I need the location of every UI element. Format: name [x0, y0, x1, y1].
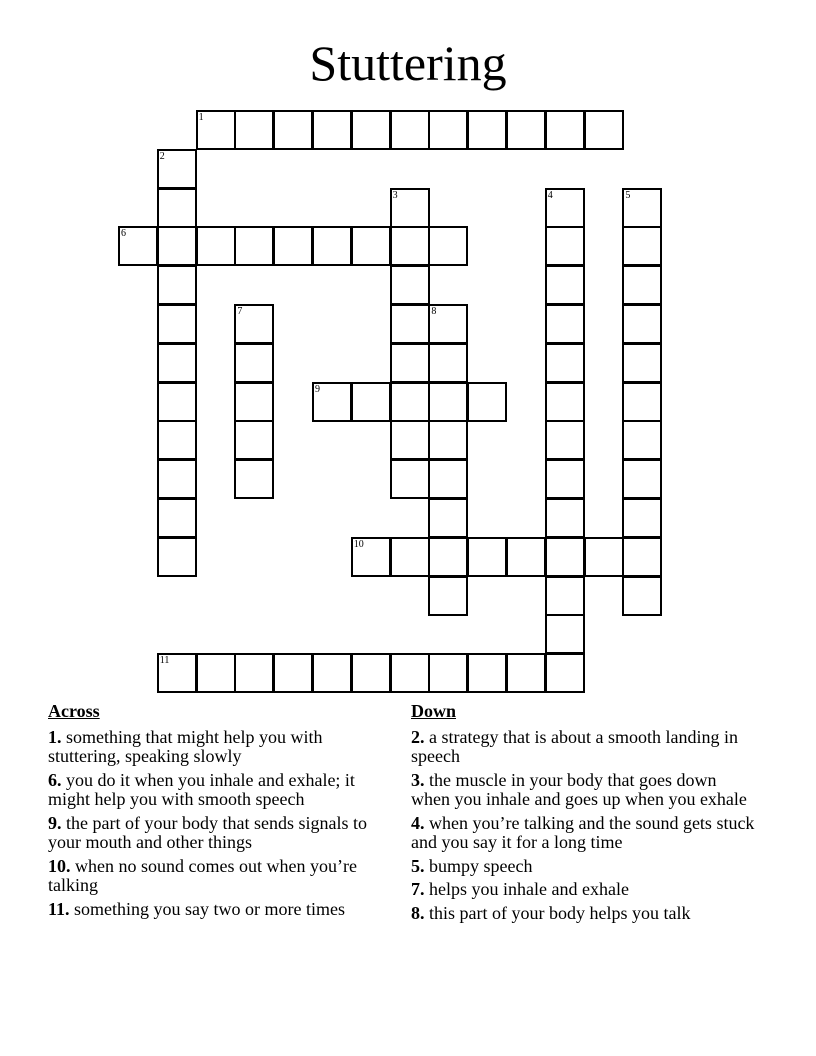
clue-item-number: 5.	[411, 855, 425, 876]
clue-number: 6	[121, 228, 126, 240]
clue-number: 10	[353, 538, 364, 550]
grid-cell[interactable]	[312, 382, 352, 422]
clue-item-number: 6.	[48, 769, 62, 790]
grid-cell[interactable]	[157, 382, 197, 422]
grid-cell[interactable]	[622, 304, 662, 344]
grid-cell[interactable]	[390, 265, 430, 305]
grid-cell[interactable]	[312, 226, 352, 266]
clue-item-text: you do it when you inhale and exhale; it might help you with smooth speech	[48, 769, 355, 809]
grid-cell[interactable]	[467, 110, 507, 150]
grid-cell[interactable]	[622, 498, 662, 538]
down-clue-list	[411, 728, 756, 924]
grid-cell[interactable]	[545, 537, 585, 577]
grid-cell[interactable]	[545, 653, 585, 693]
grid-cell[interactable]	[312, 110, 352, 150]
across-clues	[48, 702, 393, 923]
grid-cell[interactable]	[545, 226, 585, 266]
grid-cell[interactable]	[545, 304, 585, 344]
grid-cell[interactable]	[545, 110, 585, 150]
clue-item	[48, 814, 393, 853]
grid-cell[interactable]	[118, 226, 158, 266]
grid-cell[interactable]	[622, 576, 662, 616]
clue-item-text: when you’re talking and the sound gets stuck and you say it for a long time	[411, 812, 755, 852]
clue-item-text: when no sound comes out when you’re talking	[48, 855, 357, 895]
grid-cell[interactable]	[351, 382, 391, 422]
grid-cell[interactable]	[157, 420, 197, 460]
clue-item-text: a strategy that is about a smooth landing in speech	[411, 726, 738, 766]
grid-cell[interactable]	[390, 653, 430, 693]
grid-cell[interactable]	[428, 110, 468, 150]
grid-cell[interactable]	[428, 537, 468, 577]
clue-number: 7	[237, 306, 243, 317]
across-heading: Across	[48, 701, 100, 721]
clue-number: 1	[198, 112, 204, 123]
grid-cell[interactable]	[390, 226, 430, 266]
grid-cell[interactable]	[428, 498, 468, 538]
grid-cell[interactable]	[622, 226, 662, 266]
grid-cell[interactable]	[506, 653, 546, 693]
grid-cell[interactable]	[545, 498, 585, 538]
clue-item	[411, 814, 756, 853]
grid-cell[interactable]	[196, 653, 236, 693]
grid-cell[interactable]	[157, 537, 197, 577]
down-heading: Down	[411, 701, 457, 721]
grid-cell[interactable]	[351, 653, 391, 693]
grid-cell[interactable]	[428, 420, 468, 460]
grid-cell[interactable]	[390, 343, 430, 383]
clue-item-text: helps you inhale and exhale	[429, 879, 629, 899]
grid-cell[interactable]	[545, 382, 585, 422]
grid-cell[interactable]	[234, 653, 274, 693]
grid-cell[interactable]	[234, 420, 274, 460]
grid-cell[interactable]	[390, 459, 430, 499]
clue-item-text: the muscle in your body that goes down when you inhale and goes up when you exhale	[411, 769, 747, 809]
clue-item	[48, 900, 393, 920]
clue-item-number: 8.	[411, 902, 425, 923]
grid-cell[interactable]	[428, 304, 468, 344]
grid-cell[interactable]	[545, 420, 585, 460]
clue-item-number: 11.	[48, 898, 70, 919]
puzzle-title: Stuttering	[309, 35, 507, 91]
grid-cell[interactable]	[622, 537, 662, 577]
clue-item	[411, 771, 756, 810]
grid-cell[interactable]	[157, 304, 197, 344]
grid-cell[interactable]	[622, 343, 662, 383]
clue-number: 4	[547, 189, 553, 201]
grid-cell[interactable]	[545, 265, 585, 305]
grid-cell[interactable]	[622, 420, 662, 460]
grid-cell[interactable]	[273, 653, 313, 693]
clue-item-text: the part of your body that sends signals to your mouth and other things	[48, 812, 367, 852]
grid-cell[interactable]	[157, 343, 197, 383]
grid-cell[interactable]	[545, 188, 585, 228]
clue-item	[48, 728, 393, 767]
clue-item-number: 4.	[411, 812, 425, 833]
grid-cell[interactable]	[273, 226, 313, 266]
grid-cell[interactable]	[584, 537, 624, 577]
grid-cell[interactable]	[506, 537, 546, 577]
clue-item-number: 2.	[411, 726, 425, 747]
grid-cell[interactable]	[273, 110, 313, 150]
grid-cell[interactable]	[467, 537, 507, 577]
grid-cell[interactable]	[545, 576, 585, 616]
grid-cell[interactable]	[428, 653, 468, 693]
grid-cell[interactable]	[157, 459, 197, 499]
grid-cell[interactable]	[196, 110, 236, 150]
clue-item	[411, 857, 756, 877]
clue-item	[411, 880, 756, 900]
clue-item-number: 1.	[48, 726, 62, 747]
grid-cell[interactable]	[157, 653, 197, 693]
grid-cell[interactable]	[622, 265, 662, 305]
grid-cell[interactable]	[234, 343, 274, 383]
grid-cell[interactable]	[157, 188, 197, 228]
grid-cell[interactable]	[428, 576, 468, 616]
grid-cell[interactable]	[351, 226, 391, 266]
grid-cell[interactable]	[467, 653, 507, 693]
grid-cell[interactable]	[351, 537, 391, 577]
clue-item-number: 7.	[411, 879, 425, 899]
grid-cell[interactable]	[622, 188, 662, 228]
grid-cell[interactable]	[428, 226, 468, 266]
clue-number: 9	[315, 383, 320, 395]
clue-number: 11	[159, 655, 170, 667]
clue-item-number: 3.	[411, 769, 425, 790]
grid-cell[interactable]	[428, 343, 468, 383]
clue-item-text: this part of your body helps you talk	[429, 902, 691, 923]
grid-cell[interactable]	[157, 265, 197, 305]
grid-cell[interactable]	[351, 110, 391, 150]
grid-cell[interactable]	[234, 382, 274, 422]
grid-cell[interactable]	[622, 382, 662, 422]
grid-cell[interactable]	[196, 226, 236, 266]
grid-cell[interactable]	[157, 149, 197, 189]
grid-cell[interactable]	[312, 653, 352, 693]
clue-item-text: something that might help you with stuttering, speaking slowly	[48, 726, 323, 766]
clue-item	[48, 771, 393, 810]
clue-item-number: 9.	[48, 812, 62, 833]
grid-cell[interactable]	[390, 304, 430, 344]
grid-cell[interactable]	[234, 304, 274, 344]
down-clues	[411, 702, 756, 927]
clue-number: 8	[431, 306, 437, 317]
across-clue-list	[48, 728, 393, 920]
clue-item	[411, 728, 756, 767]
grid-cell[interactable]	[234, 459, 274, 499]
grid-cell[interactable]	[390, 420, 430, 460]
grid-cell[interactable]	[545, 614, 585, 654]
grid-cell[interactable]	[390, 382, 430, 422]
grid-cell[interactable]	[157, 226, 197, 266]
grid-cell[interactable]	[234, 226, 274, 266]
grid-cell[interactable]	[506, 110, 546, 150]
grid-cell[interactable]	[584, 110, 624, 150]
grid-cell[interactable]	[234, 110, 274, 150]
grid-cell[interactable]	[390, 110, 430, 150]
clue-item	[48, 857, 393, 896]
grid-cell[interactable]	[545, 343, 585, 383]
clue-item	[411, 904, 756, 924]
grid-cell[interactable]	[428, 459, 468, 499]
clue-item-text: bumpy speech	[429, 855, 533, 876]
clue-item-number: 10.	[48, 855, 71, 876]
clue-number: 2	[159, 150, 165, 162]
clue-item-text: something you say two or more times	[74, 898, 345, 919]
grid-cell[interactable]	[157, 498, 197, 538]
grid-cell[interactable]	[390, 188, 430, 228]
grid-cell[interactable]	[545, 459, 585, 499]
grid-cell[interactable]	[390, 537, 430, 577]
grid-cell[interactable]	[428, 382, 468, 422]
clue-number: 5	[625, 189, 631, 201]
clue-number: 3	[392, 189, 398, 201]
grid-cell[interactable]	[467, 382, 507, 422]
grid-cell[interactable]	[622, 459, 662, 499]
